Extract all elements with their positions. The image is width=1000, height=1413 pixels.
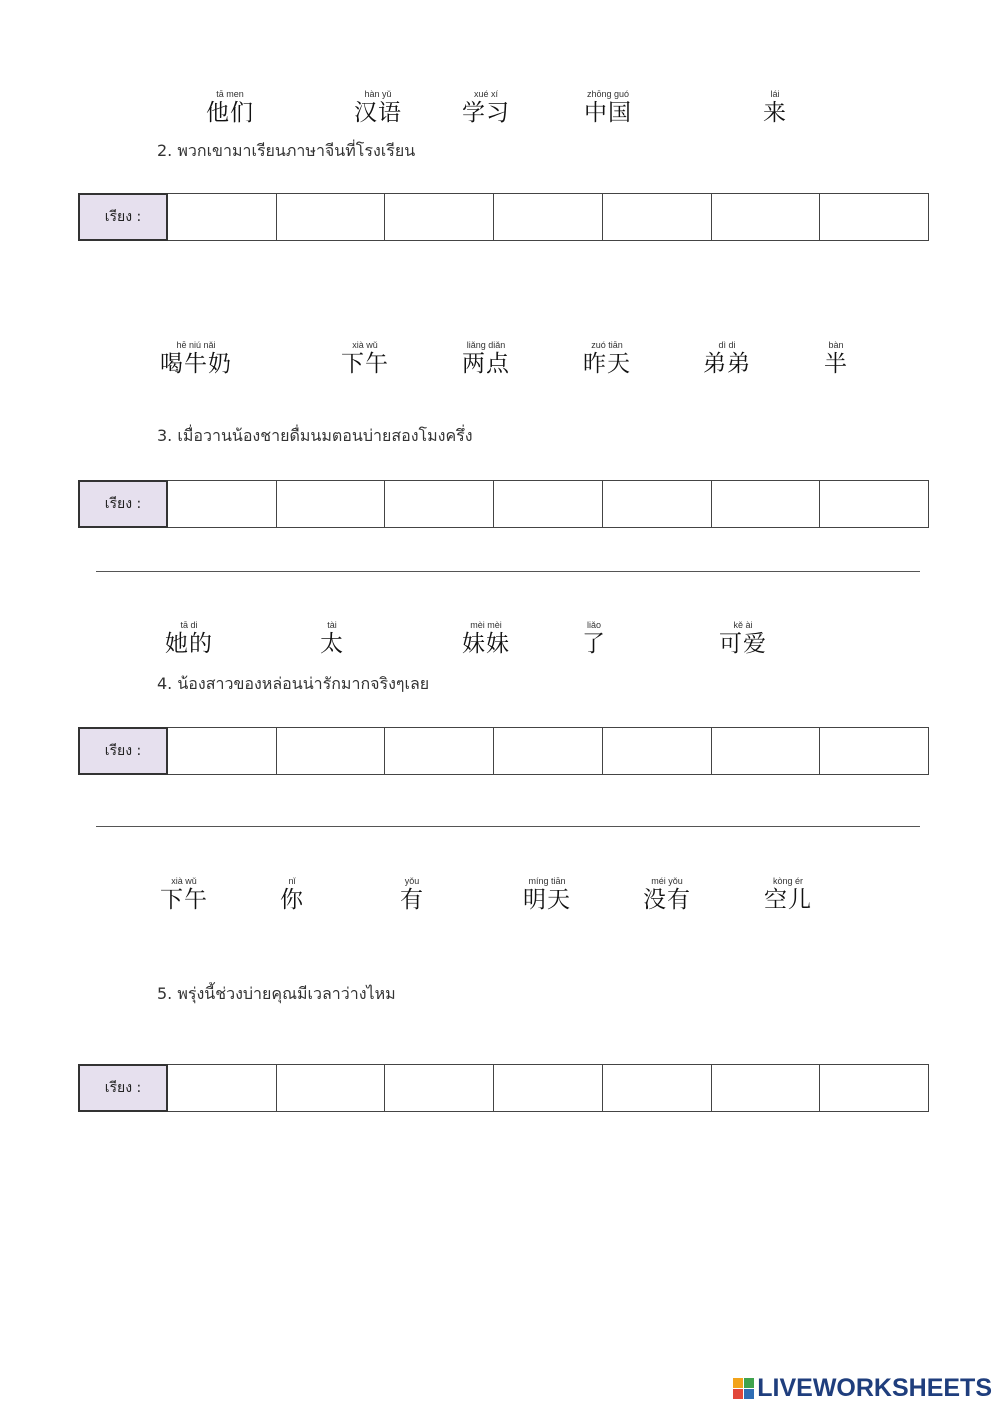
- pinyin: xué xí: [473, 89, 498, 99]
- pinyin: tā di: [180, 620, 198, 630]
- logo-square: [733, 1378, 743, 1388]
- word-tile: [158, 620, 220, 658]
- pinyin: kě ài: [733, 620, 753, 630]
- liveworksheets-logo[interactable]: [733, 1374, 992, 1403]
- drop-slot[interactable]: [385, 193, 494, 241]
- pinyin: tài: [327, 620, 337, 630]
- word-tile: [154, 876, 214, 914]
- drop-slot[interactable]: [712, 480, 821, 528]
- hanzi: 昨天: [583, 351, 631, 377]
- drop-slot[interactable]: [168, 480, 277, 528]
- drop-slot[interactable]: [168, 727, 277, 775]
- pinyin: kòng ér: [772, 876, 804, 886]
- pinyin: liǎo: [586, 620, 601, 630]
- word-tile: [154, 340, 238, 378]
- drop-slot[interactable]: [820, 193, 929, 241]
- brand-name: LIVEWORKSHEETS: [757, 1374, 992, 1402]
- answer-label: เรียง :: [78, 1064, 168, 1112]
- word-tile: [310, 620, 354, 658]
- drop-slot[interactable]: [385, 1064, 494, 1112]
- answer-row: [78, 1064, 929, 1112]
- pinyin: lái: [770, 89, 780, 99]
- hanzi: 他们: [206, 100, 254, 126]
- hanzi: 中国: [584, 100, 632, 126]
- logo-square: [744, 1389, 754, 1399]
- word-tile: [636, 876, 698, 914]
- drop-slot[interactable]: [712, 727, 821, 775]
- drop-slot[interactable]: [168, 193, 277, 241]
- drop-slot[interactable]: [603, 727, 712, 775]
- drop-slot[interactable]: [277, 1064, 386, 1112]
- hanzi: 学习: [462, 100, 510, 126]
- pinyin: yǒu: [404, 876, 420, 886]
- word-tile: [814, 340, 858, 378]
- drop-slot[interactable]: [494, 193, 603, 241]
- drop-slot[interactable]: [820, 1064, 929, 1112]
- answer-label: เรียง :: [78, 193, 168, 241]
- hanzi: 没有: [643, 887, 691, 913]
- answer-row: [78, 727, 929, 775]
- exercise-prompt: 5. พรุ่งนี้ช่วงบ่ายคุณมีเวลาว่างไหม: [157, 984, 396, 1003]
- pinyin: tā men: [216, 89, 244, 99]
- drop-slot[interactable]: [277, 727, 386, 775]
- drop-slot[interactable]: [494, 1064, 603, 1112]
- hanzi: 下午: [160, 887, 208, 913]
- hanzi: 你: [280, 887, 304, 913]
- word-tile: [335, 340, 395, 378]
- drop-slot[interactable]: [603, 193, 712, 241]
- hanzi: 下午: [341, 351, 389, 377]
- pinyin: nǐ: [288, 876, 296, 886]
- logo-icon: [733, 1378, 754, 1399]
- answer-label: เรียง :: [78, 480, 168, 528]
- divider: [96, 826, 920, 827]
- pinyin: méi yǒu: [651, 876, 683, 886]
- logo-square: [744, 1378, 754, 1388]
- hanzi: 明天: [523, 887, 571, 913]
- word-tile: [712, 620, 774, 658]
- pinyin: hàn yǔ: [364, 89, 392, 99]
- hanzi: 两点: [462, 351, 510, 377]
- answer-row: [78, 193, 929, 241]
- word-tile: [572, 620, 616, 658]
- pinyin: liǎng diǎn: [466, 340, 506, 350]
- answer-label: เรียง :: [78, 727, 168, 775]
- word-tile: [515, 876, 579, 914]
- drop-slot[interactable]: [277, 480, 386, 528]
- hanzi: 了: [582, 631, 606, 657]
- drop-slot[interactable]: [820, 480, 929, 528]
- hanzi: 太: [320, 631, 344, 657]
- pinyin: mèi mèi: [470, 620, 502, 630]
- word-tile: [456, 89, 516, 127]
- drop-slot[interactable]: [494, 480, 603, 528]
- word-tile: [348, 89, 408, 127]
- drop-slot[interactable]: [603, 480, 712, 528]
- hanzi: 她的: [165, 631, 213, 657]
- drop-slot[interactable]: [820, 727, 929, 775]
- word-tile: [200, 89, 260, 127]
- drop-slot[interactable]: [385, 480, 494, 528]
- word-tile: [576, 89, 640, 127]
- drop-slot[interactable]: [712, 1064, 821, 1112]
- exercise-prompt: 4. น้องสาวของหล่อนน่ารักมากจริงๆเลย: [157, 674, 430, 693]
- divider: [96, 571, 920, 572]
- word-tile: [697, 340, 757, 378]
- exercise-prompt: 2. พวกเขามาเรียนภาษาจีนที่โรงเรียน: [157, 141, 416, 160]
- exercise-prompt: 3. เมื่อวานน้องชายดื่มนมตอนบ่ายสองโมงครึ่ง: [157, 426, 473, 445]
- hanzi: 喝牛奶: [160, 351, 232, 377]
- hanzi: 妹妹: [462, 631, 510, 657]
- word-tile: [270, 876, 314, 914]
- hanzi: 可爱: [719, 631, 767, 657]
- pinyin: zuó tiān: [591, 340, 623, 350]
- drop-slot[interactable]: [494, 727, 603, 775]
- hanzi: 弟弟: [703, 351, 751, 377]
- word-tile: [455, 340, 517, 378]
- hanzi: 来: [763, 100, 787, 126]
- drop-slot[interactable]: [603, 1064, 712, 1112]
- word-tile: [390, 876, 434, 914]
- drop-slot[interactable]: [277, 193, 386, 241]
- pinyin: hē niú nǎi: [176, 340, 216, 350]
- hanzi: 空儿: [764, 887, 812, 913]
- word-tile: [455, 620, 517, 658]
- pinyin: bàn: [828, 340, 844, 350]
- pinyin: xià wǔ: [352, 340, 378, 350]
- word-tile: [757, 876, 819, 914]
- pinyin: dì di: [718, 340, 736, 350]
- word-tile: [750, 89, 800, 127]
- drop-slot[interactable]: [385, 727, 494, 775]
- pinyin: zhōng guó: [586, 89, 630, 99]
- hanzi: 汉语: [354, 100, 402, 126]
- pinyin: xià wǔ: [171, 876, 197, 886]
- answer-row: [78, 480, 929, 528]
- logo-square: [733, 1389, 743, 1399]
- hanzi: 有: [400, 887, 424, 913]
- drop-slot[interactable]: [168, 1064, 277, 1112]
- hanzi: 半: [824, 351, 848, 377]
- word-tile: [576, 340, 638, 378]
- pinyin: míng tiān: [528, 876, 566, 886]
- drop-slot[interactable]: [712, 193, 821, 241]
